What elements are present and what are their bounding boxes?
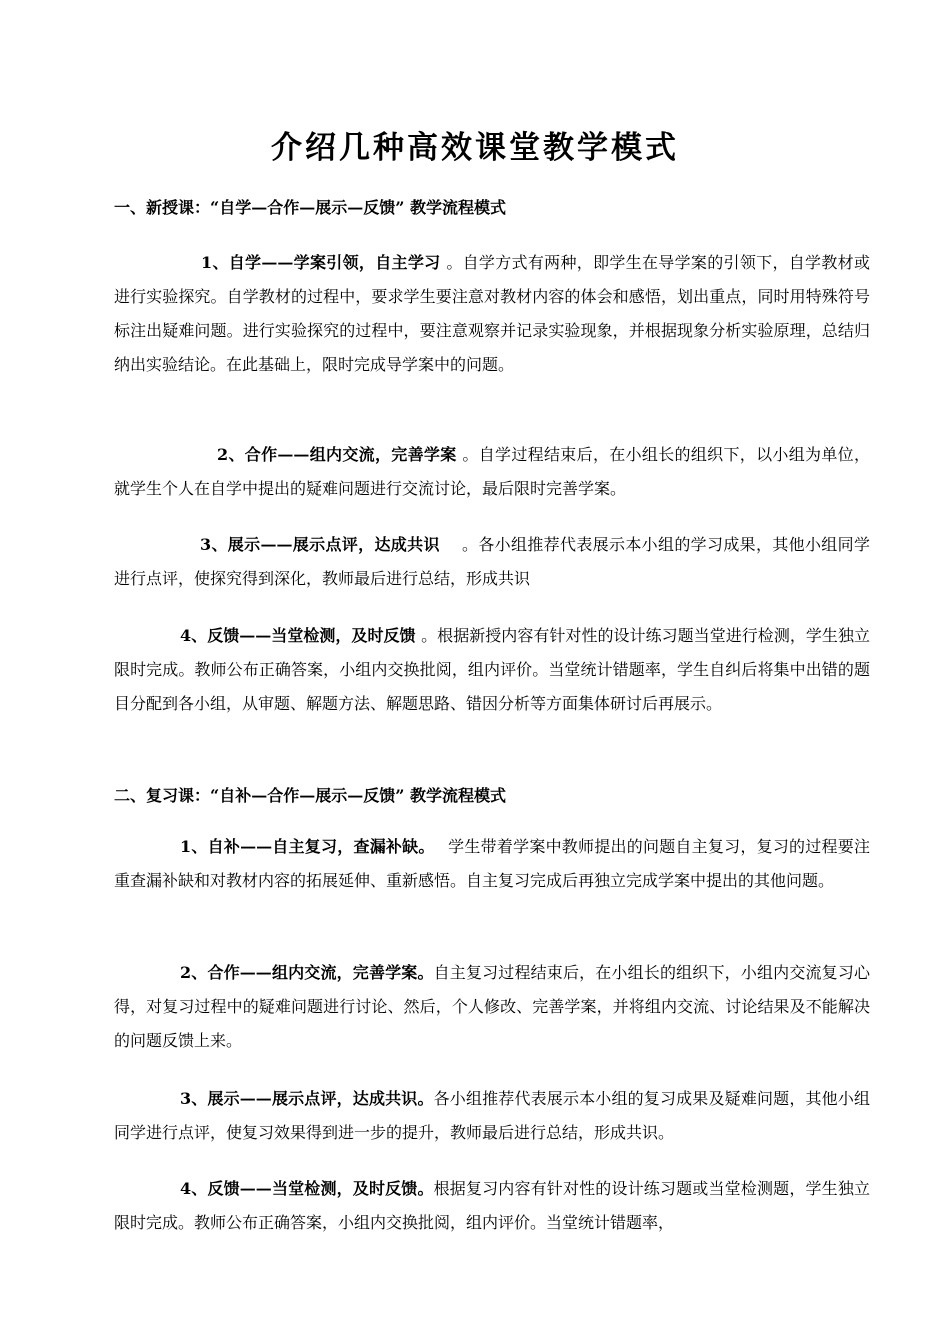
paragraph-lead: 4、反馈——当堂检测，及时反馈 (180, 626, 422, 645)
section-heading-new-lesson: 一、新授课：“自学—合作—展示—反馈” 教学流程模式 (114, 198, 506, 217)
paragraph-text: 各小组推荐代表展示本小组的复习成果及疑难问题，其他小组同学进行点评，使复习效果得到进一步的提升，教师最后进行总结，形成共识。 (114, 1089, 870, 1142)
paragraph-text: 。根据新授内容有针对性的设计练习题当堂进行检测，学生独立限时完成。教师公布正确答案，小组内交换批阅，组内评价。当堂统计错题率，学生自纠后将集中出错的题目分配到各小组，从审题、解题方法、解题思路、错因分析等方面集体研讨后再展示。 (114, 626, 870, 713)
paragraph-text: 。各小组推荐代表展示本小组的学习成果，其他小组同学进行点评，使探究得到深化，教师最后进行总结，形成共识 (114, 535, 870, 588)
paragraph-lead: 4、反馈——当堂检测，及时反馈。 (180, 1179, 434, 1198)
paragraph-lead: 2、合作——组内交流，完善学案。 (180, 963, 434, 982)
paragraph-lead: 1、自补——自主复习，查漏补缺。 (180, 837, 427, 856)
paragraph-cooperation (114, 438, 870, 506)
paragraph-review-feedback (114, 1172, 870, 1240)
paragraph-lead: 3、展示——展示点评，达成共识。 (180, 1089, 434, 1108)
paragraph-self-study (114, 246, 870, 382)
paragraph-text: 学生带着学案中教师提出的问题自主复习，复习的过程要注重查漏补缺和对教材内容的拓展延伸、重新感悟。自主复习完成后再独立完成学案中提出的其他问题。 (114, 837, 870, 890)
paragraph-presentation (114, 528, 870, 596)
paragraph-text: 。自学过程结束后，在小组长的组织下，以小组为单位，就学生个人在自学中提出的疑难问题进行交流讨论，最后限时完善学案。 (114, 445, 870, 498)
paragraph-lead: 3、展示——展示点评，达成共识 (200, 535, 463, 554)
paragraph-feedback (114, 619, 870, 721)
paragraph-lead: 1、自学——学案引领，自主学习 (201, 253, 447, 272)
paragraph-text: 。自学方式有两种，即学生在导学案的引领下，自学教材或进行实验探究。自学教材的过程中，要求学生要注意对教材内容的体会和感悟，划出重点，同时用特殊符号标注出疑难问题。进行实验探究的过程中，要注意观察并记录实验现象，并根据现象分析实验原理，总结归纳出实验结论。在此基础上，限时完成导学案中的问题。 (114, 253, 870, 374)
paragraph-text: 根据复习内容有针对性的设计练习题或当堂检测题，学生独立限时完成。教师公布正确答案，小组内交换批阅，组内评价。当堂统计错题率， (114, 1179, 870, 1232)
paragraph-review-cooperation (114, 956, 870, 1058)
section-heading-review-lesson: 二、复习课：“自补—合作—展示—反馈” 教学流程模式 (114, 786, 506, 805)
paragraph-self-review (114, 830, 870, 898)
paragraph-lead: 2、合作——组内交流，完善学案 (217, 445, 463, 464)
document-title: 介绍几种高效课堂教学模式 (271, 130, 679, 166)
paragraph-text: 自主复习过程结束后，在小组长的组织下，小组内交流复习心得，对复习过程中的疑难问题进行讨论、然后，个人修改、完善学案，并将组内交流、讨论结果及不能解决的问题反馈上来。 (114, 963, 870, 1050)
paragraph-review-presentation (114, 1082, 870, 1150)
